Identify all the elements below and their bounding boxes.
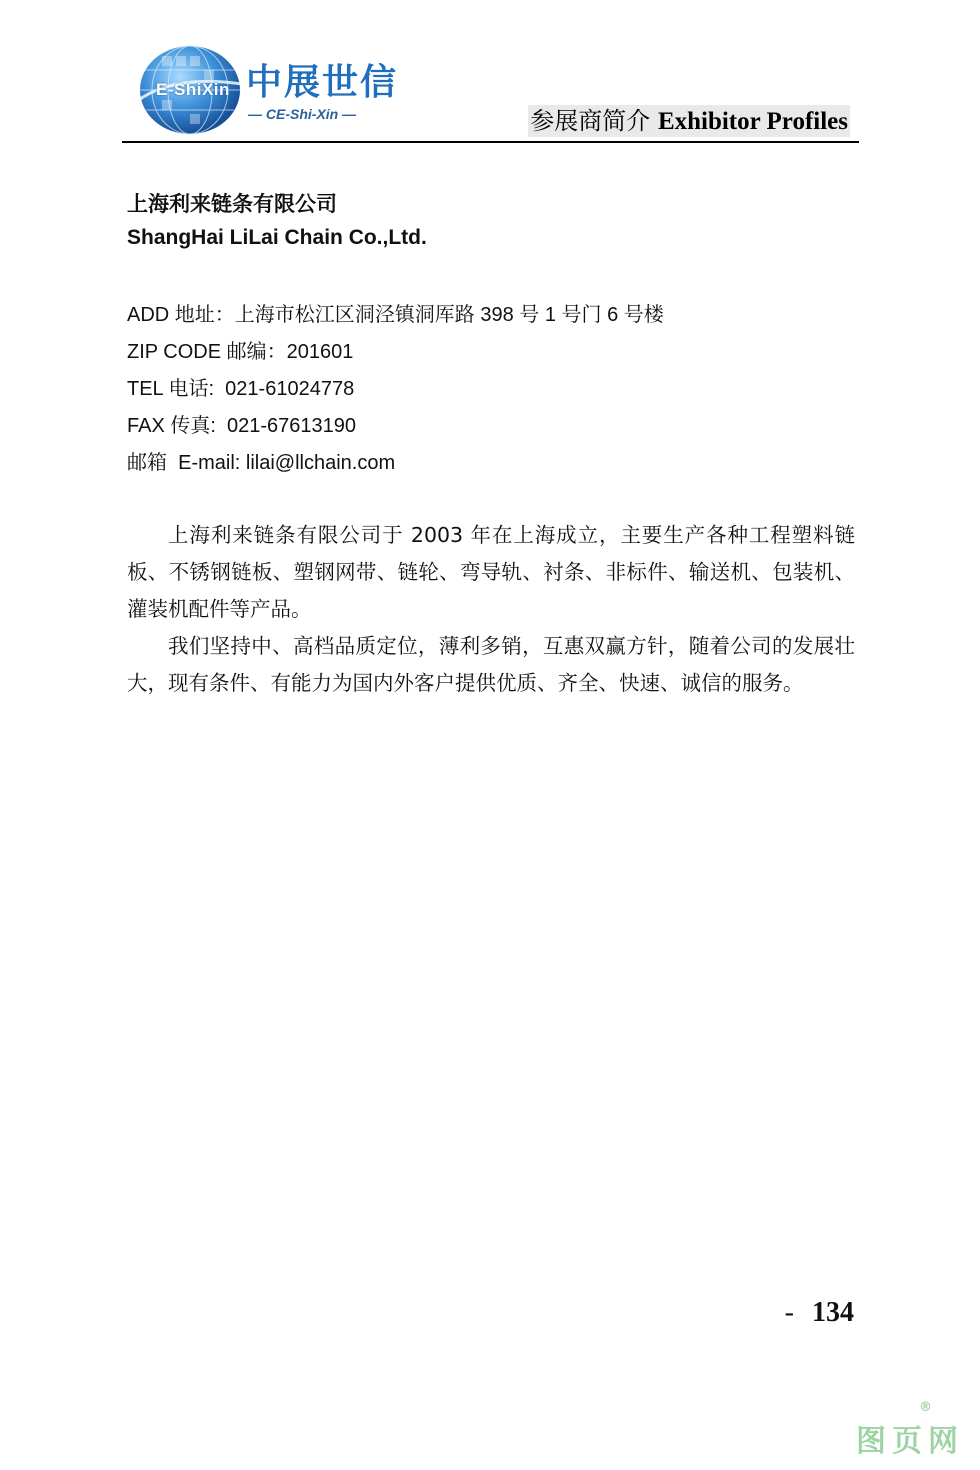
contact-email <box>127 444 664 481</box>
header-title-en: Exhibitor Profiles <box>657 108 848 135</box>
page-number-dash: - <box>784 1297 794 1328</box>
contact-value: 201601 <box>286 341 354 363</box>
watermark <box>856 1400 964 1460</box>
contact-address <box>127 296 664 333</box>
contact-value: 021-61024778 <box>225 378 355 400</box>
logo-brand-en: E-ShiXin <box>156 80 230 99</box>
header-title-cn: 参展商简介 <box>530 107 651 135</box>
company-name-cn: 上海利来链条有限公司 <box>127 192 337 216</box>
description-paragraph-2: 我们坚持中、高档品质定位，薄利多销，互惠双赢方针，随着公司的发展壮大，现有条件、有能力为国内外客户提供优质、齐全、快速、诚信的服务。 <box>127 634 855 695</box>
logo-subtitle: — CE-Shi-Xin — <box>248 106 357 122</box>
contact-tel <box>127 370 664 407</box>
logo-brand-cn: 中展世信 <box>246 62 399 103</box>
contact-label: TEL 电话: <box>127 378 226 400</box>
page-number <box>785 1297 854 1329</box>
company-description <box>127 517 855 702</box>
contact-label: 邮箱 E-mail: <box>127 452 246 474</box>
contact-label: FAX 传真: <box>127 415 228 437</box>
contact-label: ZIP CODE 邮编： <box>127 341 287 363</box>
contact-fax <box>127 407 664 444</box>
contact-label: ADD 地址： <box>127 304 235 326</box>
page-number-value: 134 <box>812 1297 854 1328</box>
company-name-en: ShangHai LiLai Chain Co.,Ltd. <box>127 226 427 249</box>
registered-mark: ® <box>919 1400 932 1415</box>
contact-value: 上海市松江区洞泾镇洞厍路 398 号 1 号门 6 号楼 <box>234 304 664 326</box>
contact-block <box>127 296 664 481</box>
contact-email-link[interactable]: lilai@llchain.com <box>245 452 396 474</box>
description-paragraph-1: 上海利来链条有限公司于 2003 年在上海成立，主要生产各种工程塑料链板、不锈钢链板、塑钢网带、链轮、弯导轨、衬条、非标件、输送机、包装机、灌装机配件等产品。 <box>127 523 855 621</box>
contact-zip <box>127 333 664 370</box>
logo <box>132 44 412 136</box>
page-header-title <box>528 105 850 137</box>
header-divider <box>122 141 859 143</box>
watermark-text: 图页网 <box>856 1424 964 1459</box>
contact-value: 021-67613190 <box>227 415 357 437</box>
